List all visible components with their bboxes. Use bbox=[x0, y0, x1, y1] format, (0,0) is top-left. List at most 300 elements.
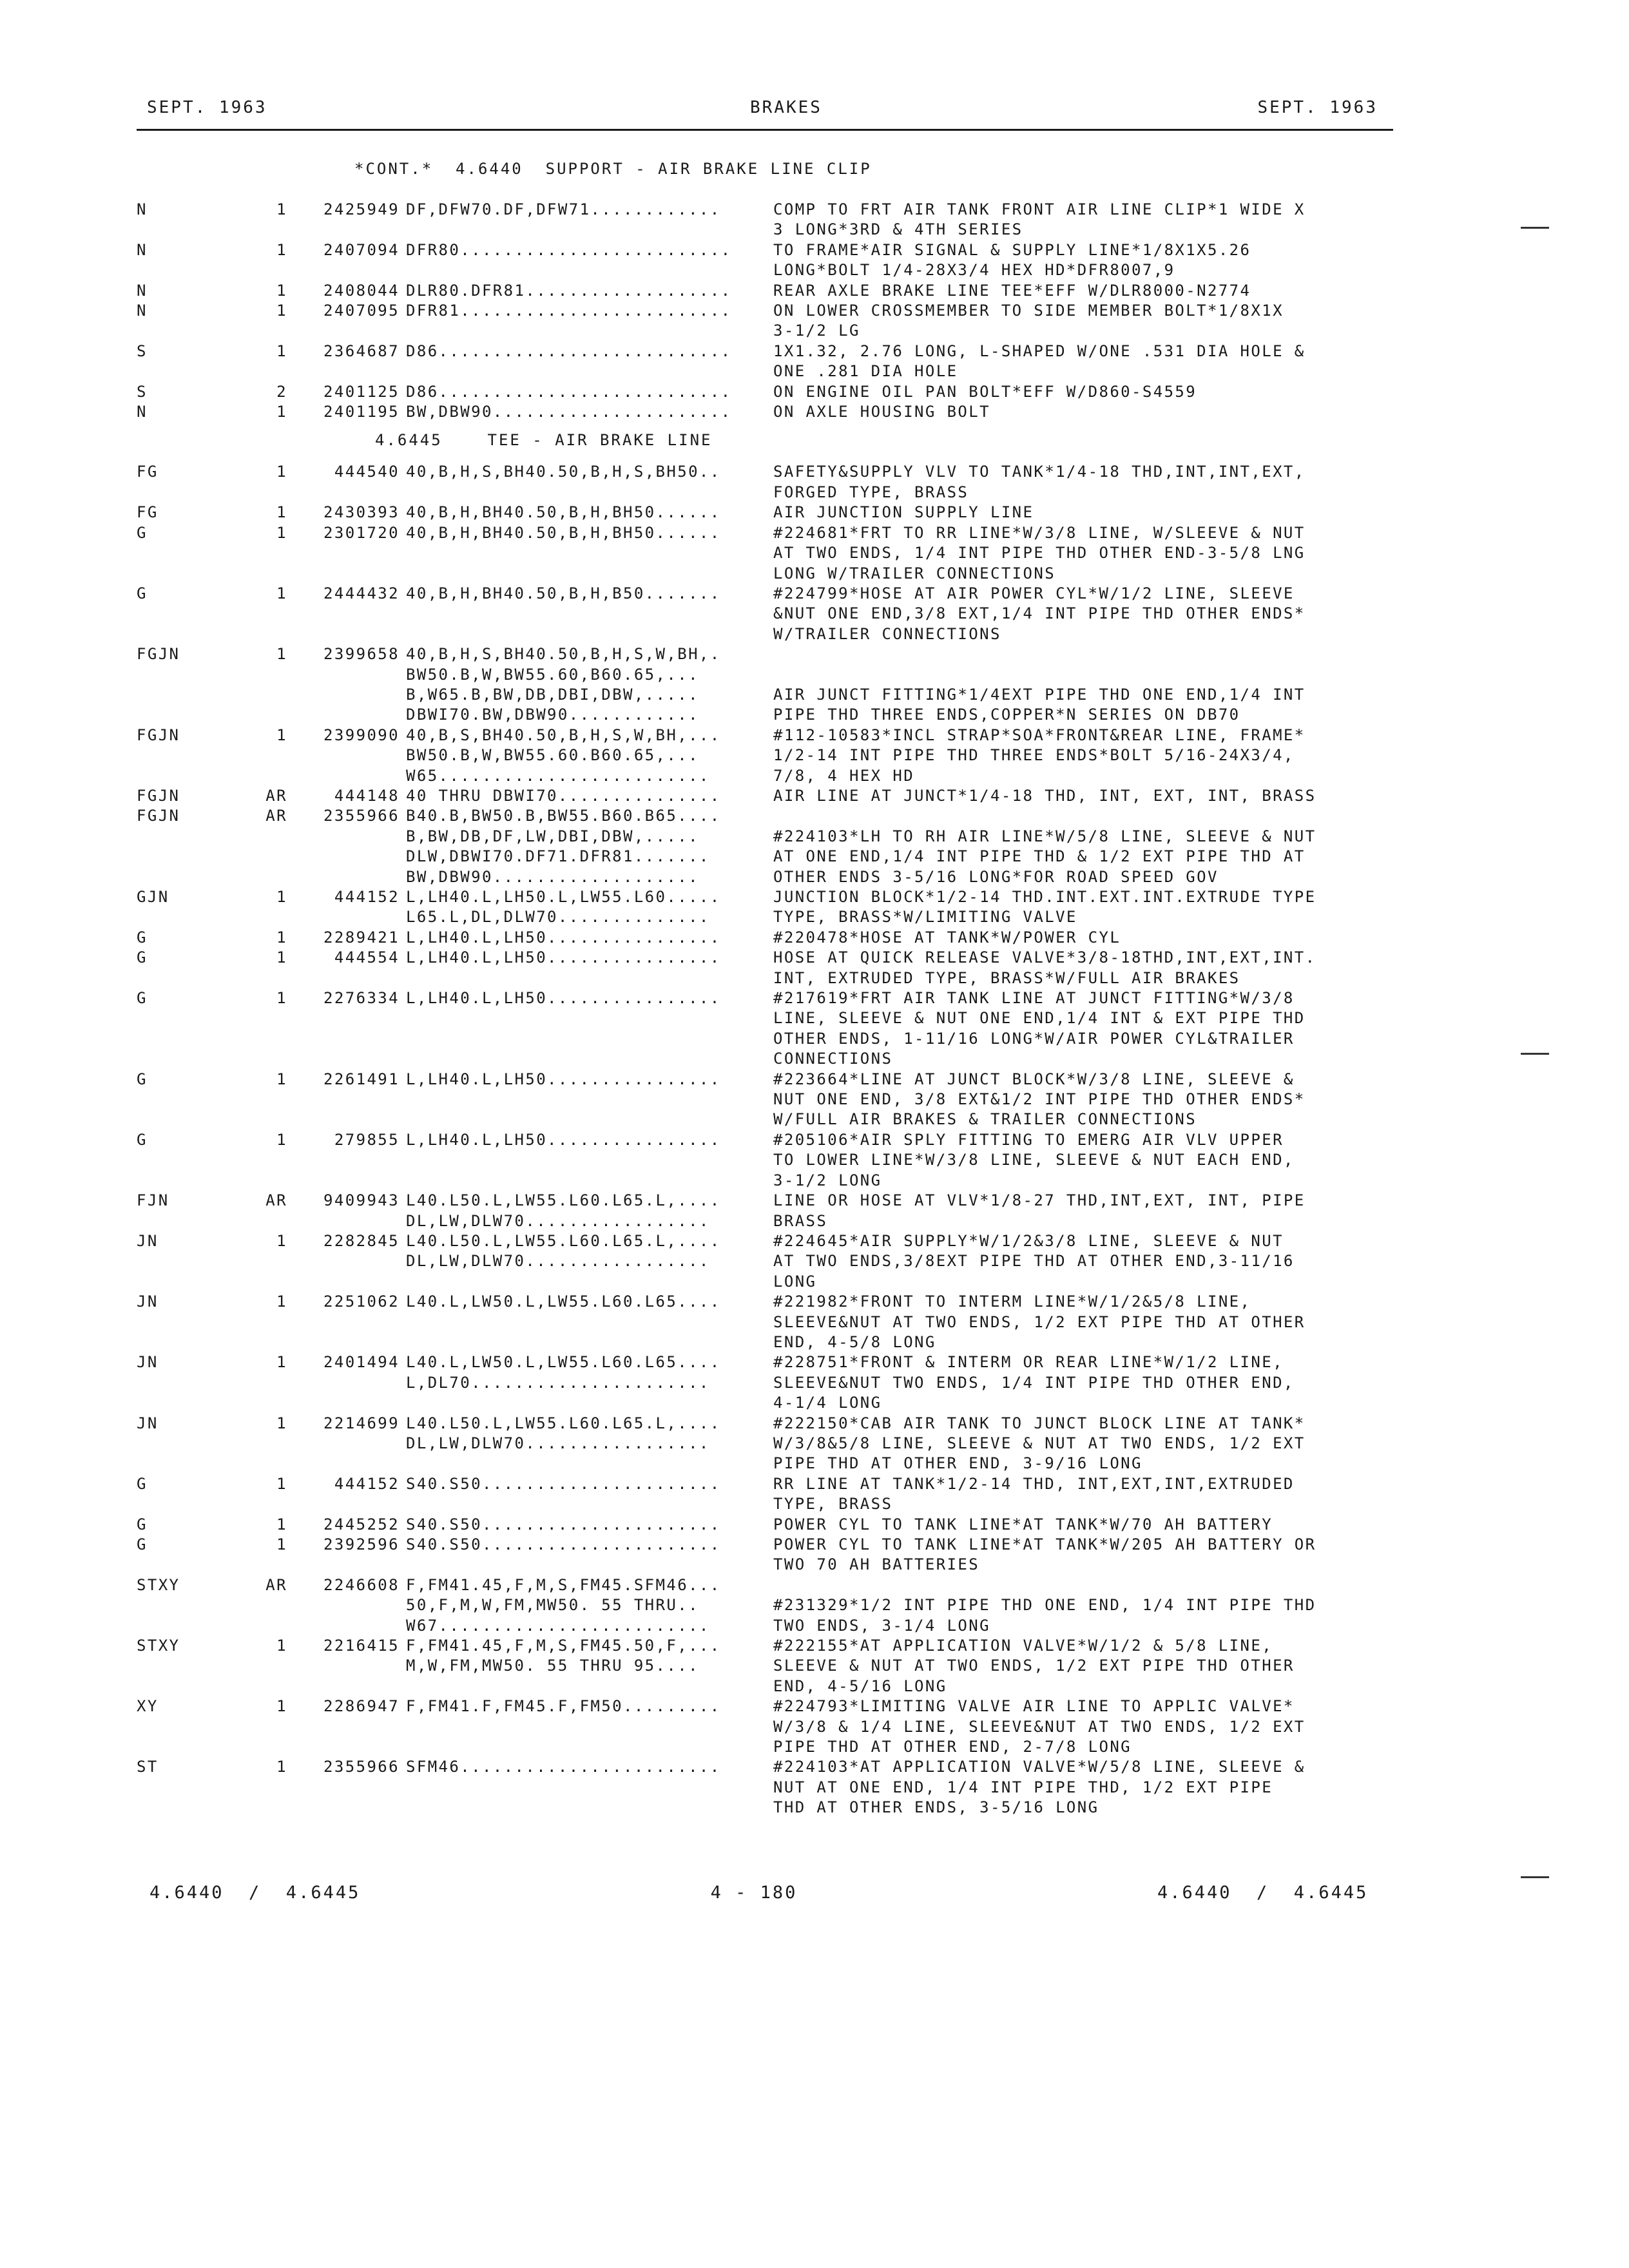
model-application bbox=[406, 260, 773, 280]
table-row bbox=[137, 1778, 1393, 1798]
parts-group-4-6445 bbox=[137, 462, 1393, 1818]
margin-mark bbox=[1521, 227, 1549, 229]
model-application: 40,B,H,BH40.50,B,H,B50....... bbox=[406, 584, 721, 602]
quantity bbox=[259, 1778, 294, 1798]
part-description: TYPE, BRASS bbox=[773, 1495, 893, 1514]
part-number bbox=[294, 827, 406, 847]
model-code bbox=[137, 1555, 259, 1575]
part-number: 2444432 bbox=[323, 584, 400, 602]
table-row bbox=[137, 1110, 1393, 1129]
model-application: DFR81......................... bbox=[406, 302, 732, 320]
model-application: B,BW,DB,DF,LW,DBI,DBW,..... bbox=[406, 827, 699, 845]
model-application bbox=[406, 1312, 773, 1332]
part-description: 1X1.32, 2.76 LONG, L-SHAPED W/ONE .531 DIA HOLE & bbox=[773, 341, 1306, 360]
quantity: 1 bbox=[276, 1637, 287, 1655]
model-application bbox=[406, 1393, 773, 1413]
part-number bbox=[294, 1798, 406, 1818]
footer-index-left: 4.6440 / 4.6445 bbox=[149, 1883, 361, 1903]
table-row bbox=[137, 887, 1393, 907]
table-row bbox=[137, 1352, 1393, 1372]
quantity bbox=[259, 1373, 294, 1393]
part-description: LINE OR HOSE AT VLV*1/8-27 THD,INT,EXT, INT, PIPE bbox=[773, 1191, 1306, 1210]
model-application bbox=[406, 1029, 773, 1049]
model-application: 40,B,H,S,BH40.50,B,H,S,W,BH,. bbox=[406, 645, 721, 664]
model-code bbox=[137, 604, 259, 624]
part-description: ON ENGINE OIL PAN BOLT*EFF W/D860-S4559 bbox=[773, 382, 1197, 401]
part-number bbox=[294, 745, 406, 765]
part-number: 2425949 bbox=[323, 200, 400, 218]
quantity: 1 bbox=[276, 281, 287, 300]
model-application bbox=[406, 1717, 773, 1737]
quantity bbox=[259, 1312, 294, 1332]
table-row bbox=[137, 1312, 1393, 1332]
part-number: 2445252 bbox=[323, 1515, 400, 1533]
part-number: 444148 bbox=[334, 786, 400, 805]
section-title-4-6445: 4.6445 TEE - AIR BRAKE LINE bbox=[375, 431, 713, 450]
part-number: 444540 bbox=[334, 463, 400, 481]
part-number: 2401125 bbox=[323, 382, 400, 401]
quantity: 1 bbox=[276, 1231, 287, 1250]
part-number bbox=[294, 705, 406, 725]
model-application bbox=[406, 624, 773, 644]
model-application: L,LH40.L,LH50.L,LW55.L60..... bbox=[406, 888, 721, 906]
quantity bbox=[259, 1494, 294, 1514]
quantity bbox=[259, 1555, 294, 1575]
model-code: FGJN bbox=[137, 807, 180, 825]
part-number bbox=[294, 1717, 406, 1737]
part-description: ON AXLE HOUSING BOLT bbox=[773, 403, 990, 421]
quantity bbox=[259, 1272, 294, 1292]
part-description: CONNECTIONS bbox=[773, 1050, 893, 1068]
part-description bbox=[773, 806, 1393, 826]
model-code bbox=[137, 361, 259, 381]
model-code: N bbox=[137, 403, 148, 421]
quantity: AR bbox=[265, 807, 287, 825]
table-row bbox=[137, 1272, 1393, 1292]
model-application: BW,DBW90...................... bbox=[406, 403, 732, 421]
part-number: 2286947 bbox=[323, 1697, 400, 1716]
model-application: B40.B,BW50.B,BW55.B60.B65.... bbox=[406, 807, 721, 825]
model-application bbox=[406, 1454, 773, 1474]
quantity: AR bbox=[265, 786, 287, 805]
part-number bbox=[294, 1737, 406, 1757]
table-row bbox=[137, 624, 1393, 644]
model-application bbox=[406, 220, 773, 240]
model-code: G bbox=[137, 1535, 148, 1553]
quantity: 1 bbox=[276, 463, 287, 481]
quantity bbox=[259, 968, 294, 988]
quantity bbox=[259, 685, 294, 705]
part-number bbox=[294, 1150, 406, 1170]
part-description: AIR LINE AT JUNCT*1/4-18 THD, INT, EXT, INT, BRASS bbox=[773, 786, 1316, 805]
part-number bbox=[294, 685, 406, 705]
footer-index-right: 4.6440 / 4.6445 bbox=[1157, 1883, 1369, 1903]
part-description: TWO ENDS, 3-1/4 LONG bbox=[773, 1616, 990, 1635]
quantity bbox=[259, 624, 294, 644]
quantity: 1 bbox=[276, 1070, 287, 1088]
part-description: TO FRAME*AIR SIGNAL & SUPPLY LINE*1/8X1X5.26 bbox=[773, 240, 1251, 259]
quantity bbox=[259, 847, 294, 867]
model-code bbox=[137, 1373, 259, 1393]
part-description: POWER CYL TO TANK LINE*AT TANK*W/70 AH BATTERY bbox=[773, 1515, 1273, 1533]
table-row bbox=[137, 1292, 1393, 1312]
table-row bbox=[137, 220, 1393, 240]
part-description: LINE, SLEEVE & NUT ONE END,1/4 INT & EXT PIPE THD bbox=[773, 1009, 1306, 1028]
quantity: 1 bbox=[276, 523, 287, 542]
quantity: 1 bbox=[276, 341, 287, 360]
model-application: S40.S50...................... bbox=[406, 1515, 721, 1533]
model-code: N bbox=[137, 281, 148, 300]
model-application: F,FM41.F,FM45.F,FM50......... bbox=[406, 1697, 721, 1716]
part-number bbox=[294, 1393, 406, 1413]
model-code bbox=[137, 1595, 259, 1615]
quantity bbox=[259, 705, 294, 725]
part-description: 3 LONG*3RD & 4TH SERIES bbox=[773, 220, 1023, 239]
part-description: FORGED TYPE, BRASS bbox=[773, 483, 969, 501]
table-row bbox=[137, 341, 1393, 361]
quantity: 1 bbox=[276, 1758, 287, 1776]
part-number: 2401195 bbox=[323, 403, 400, 421]
table-row bbox=[137, 1757, 1393, 1777]
model-code bbox=[137, 1150, 259, 1170]
part-description: OTHER ENDS 3-5/16 LONG*FOR ROAD SPEED GOV bbox=[773, 867, 1219, 886]
part-description: #222155*AT APPLICATION VALVE*W/1/2 & 5/8 LINE, bbox=[773, 1637, 1273, 1655]
quantity: AR bbox=[265, 1191, 287, 1210]
table-row bbox=[137, 1535, 1393, 1555]
table-row bbox=[137, 1090, 1393, 1110]
table-row bbox=[137, 1414, 1393, 1434]
model-code: STXY bbox=[137, 1637, 180, 1655]
part-number bbox=[294, 1555, 406, 1575]
quantity bbox=[259, 867, 294, 887]
part-number: 2276334 bbox=[323, 989, 400, 1008]
table-row bbox=[137, 1070, 1393, 1090]
quantity: 1 bbox=[276, 928, 287, 947]
model-code bbox=[137, 543, 259, 563]
model-code: FGJN bbox=[137, 645, 180, 664]
part-description: SLEEVE&NUT AT TWO ENDS, 1/2 EXT PIPE THD AT OTHER bbox=[773, 1312, 1306, 1331]
model-application bbox=[406, 1555, 773, 1575]
quantity bbox=[259, 1090, 294, 1110]
table-row bbox=[137, 745, 1393, 765]
model-code: STXY bbox=[137, 1575, 180, 1594]
table-row bbox=[137, 1373, 1393, 1393]
quantity: 1 bbox=[276, 1293, 287, 1311]
model-code bbox=[137, 665, 259, 685]
part-number bbox=[294, 220, 406, 240]
part-description: NUT ONE END, 3/8 EXT&1/2 INT PIPE THD OTHER ENDS* bbox=[773, 1090, 1306, 1109]
table-row bbox=[137, 382, 1393, 402]
part-description: ONE .281 DIA HOLE bbox=[773, 362, 958, 381]
quantity bbox=[259, 483, 294, 503]
model-application bbox=[406, 1171, 773, 1191]
model-code bbox=[137, 847, 259, 867]
part-number bbox=[294, 867, 406, 887]
quantity bbox=[259, 220, 294, 240]
table-row bbox=[137, 806, 1393, 826]
part-number: 444554 bbox=[334, 948, 400, 967]
model-application: DLR80.DFR81................... bbox=[406, 281, 732, 300]
model-code: JN bbox=[137, 1353, 159, 1372]
model-code bbox=[137, 1049, 259, 1069]
model-application: L40.L50.L,LW55.L60.L65.L,.... bbox=[406, 1231, 721, 1250]
part-description: LONG*BOLT 1/4-28X3/4 HEX HD*DFR8007,9 bbox=[773, 261, 1175, 280]
part-description: #224793*LIMITING VALVE AIR LINE TO APPLIC VALVE* bbox=[773, 1697, 1295, 1716]
part-number: 2282845 bbox=[323, 1231, 400, 1250]
quantity: 1 bbox=[276, 584, 287, 602]
part-description: ON LOWER CROSSMEMBER TO SIDE MEMBER BOLT*1/8X1X bbox=[773, 302, 1284, 320]
quantity bbox=[259, 665, 294, 685]
model-code bbox=[137, 1312, 259, 1332]
part-description: POWER CYL TO TANK LINE*AT TANK*W/205 AH BATTERY OR bbox=[773, 1535, 1316, 1553]
quantity: 1 bbox=[276, 888, 287, 906]
parts-group-4-6440 bbox=[137, 200, 1393, 422]
model-application: SFM46........................ bbox=[406, 1758, 721, 1776]
part-number: 2408044 bbox=[323, 281, 400, 300]
model-application: 40,B,H,BH40.50,B,H,BH50...... bbox=[406, 503, 721, 522]
model-code bbox=[137, 827, 259, 847]
part-description: 1/2-14 INT PIPE THD THREE ENDS*BOLT 5/16-24X3/4, bbox=[773, 746, 1295, 765]
model-application bbox=[406, 604, 773, 624]
part-number bbox=[294, 483, 406, 503]
model-application bbox=[406, 564, 773, 584]
model-application: L,DL70...................... bbox=[406, 1373, 710, 1392]
table-row bbox=[137, 988, 1393, 1008]
part-description: #220478*HOSE AT TANK*W/POWER CYL bbox=[773, 928, 1121, 947]
quantity: 1 bbox=[276, 1535, 287, 1553]
table-row bbox=[137, 1008, 1393, 1028]
model-code bbox=[137, 1332, 259, 1352]
model-application: L40.L50.L,LW55.L60.L65.L,.... bbox=[406, 1414, 721, 1432]
model-application: L,LH40.L,LH50................ bbox=[406, 928, 721, 947]
model-code bbox=[137, 1171, 259, 1191]
part-number bbox=[294, 1434, 406, 1454]
model-application: L,LH40.L,LH50................ bbox=[406, 948, 721, 967]
part-number bbox=[294, 1029, 406, 1049]
part-description: #224645*AIR SUPPLY*W/1/2&3/8 LINE, SLEEVE & NUT bbox=[773, 1231, 1284, 1250]
table-row bbox=[137, 1393, 1393, 1413]
part-number bbox=[294, 1373, 406, 1393]
part-number: 2407094 bbox=[323, 240, 400, 259]
model-code bbox=[137, 1778, 259, 1798]
model-code: G bbox=[137, 523, 148, 542]
part-description: 3-1/2 LONG bbox=[773, 1171, 882, 1189]
quantity bbox=[259, 1798, 294, 1818]
part-number: 2301720 bbox=[323, 523, 400, 542]
table-row bbox=[137, 1656, 1393, 1676]
part-description: AT TWO ENDS,3/8EXT PIPE THD AT OTHER END,3-11/16 bbox=[773, 1252, 1295, 1271]
model-code: S bbox=[137, 382, 148, 401]
part-description: 7/8, 4 HEX HD bbox=[773, 766, 915, 785]
part-description: LONG bbox=[773, 1272, 817, 1291]
table-row bbox=[137, 260, 1393, 280]
table-row bbox=[137, 240, 1393, 260]
part-number bbox=[294, 847, 406, 867]
table-row bbox=[137, 827, 1393, 847]
part-description: SAFETY&SUPPLY VLV TO TANK*1/4-18 THD,INT,INT,EXT, bbox=[773, 463, 1306, 481]
model-code: G bbox=[137, 989, 148, 1008]
quantity: 1 bbox=[276, 1697, 287, 1716]
table-row bbox=[137, 665, 1393, 685]
table-row bbox=[137, 301, 1393, 321]
model-application bbox=[406, 1798, 773, 1818]
quantity bbox=[259, 260, 294, 280]
part-number bbox=[294, 260, 406, 280]
table-row bbox=[137, 564, 1393, 584]
part-description: REAR AXLE BRAKE LINE TEE*EFF W/DLR8000-N2774 bbox=[773, 281, 1251, 300]
table-row bbox=[137, 1636, 1393, 1656]
table-row bbox=[137, 1515, 1393, 1535]
part-description: #224103*AT APPLICATION VALVE*W/5/8 LINE, SLEEVE & bbox=[773, 1758, 1306, 1776]
part-description: TYPE, BRASS*W/LIMITING VALVE bbox=[773, 908, 1077, 927]
part-description: JUNCTION BLOCK*1/2-14 THD.INT.EXT.INT.EXTRUDE TYPE bbox=[773, 888, 1316, 906]
quantity bbox=[259, 321, 294, 341]
model-code bbox=[137, 1494, 259, 1514]
model-application: M,W,FM,MW50. 55 THRU 95.... bbox=[406, 1657, 699, 1675]
part-description: W/3/8&5/8 LINE, SLEEVE & NUT AT TWO ENDS, 1/2 EXT bbox=[773, 1434, 1306, 1452]
part-number bbox=[294, 1110, 406, 1129]
part-number: 2355966 bbox=[323, 1758, 400, 1776]
model-application: BW,DBW90................... bbox=[406, 867, 699, 886]
quantity bbox=[259, 1029, 294, 1049]
table-row bbox=[137, 1191, 1393, 1211]
table-row bbox=[137, 705, 1393, 725]
quantity: 1 bbox=[276, 200, 287, 218]
quantity bbox=[259, 827, 294, 847]
model-application: L65.L,DL,DLW70.............. bbox=[406, 908, 710, 927]
part-description: #231329*1/2 INT PIPE THD ONE END, 1/4 INT PIPE THD bbox=[773, 1596, 1316, 1615]
part-description: &NUT ONE END,3/8 EXT,1/4 INT PIPE THD OTHER ENDS* bbox=[773, 604, 1306, 623]
margin-mark bbox=[1521, 1053, 1549, 1055]
quantity: 1 bbox=[276, 240, 287, 259]
model-application: W65......................... bbox=[406, 766, 710, 785]
table-row bbox=[137, 402, 1393, 422]
table-row bbox=[137, 361, 1393, 381]
table-row bbox=[137, 1555, 1393, 1575]
header-rule bbox=[137, 129, 1393, 131]
part-number bbox=[294, 1049, 406, 1069]
table-row bbox=[137, 462, 1393, 482]
model-code bbox=[137, 1251, 259, 1271]
model-code: JN bbox=[137, 1231, 159, 1250]
model-code bbox=[137, 1616, 259, 1636]
part-description: TWO 70 AH BATTERIES bbox=[773, 1555, 980, 1574]
part-number: 2430393 bbox=[323, 503, 400, 522]
model-application: L40.L50.L,LW55.L60.L65.L,.... bbox=[406, 1191, 721, 1210]
table-row bbox=[137, 1677, 1393, 1696]
model-application bbox=[406, 483, 773, 503]
header-section-title: BRAKES bbox=[750, 98, 822, 117]
model-application: S40.S50...................... bbox=[406, 1474, 721, 1493]
part-number: 2399658 bbox=[323, 645, 400, 664]
part-number bbox=[294, 1454, 406, 1474]
table-row bbox=[137, 523, 1393, 543]
quantity: 1 bbox=[276, 989, 287, 1008]
model-code: JN bbox=[137, 1414, 159, 1432]
part-description bbox=[773, 665, 1393, 685]
part-description: #112-10583*INCL STRAP*SOA*FRONT&REAR LINE, FRAME* bbox=[773, 726, 1306, 744]
model-code bbox=[137, 483, 259, 503]
model-application bbox=[406, 1008, 773, 1028]
quantity: 1 bbox=[276, 1414, 287, 1432]
table-row bbox=[137, 281, 1393, 301]
model-application: D86........................... bbox=[406, 341, 732, 360]
quantity: AR bbox=[265, 1575, 287, 1594]
model-application: L,LH40.L,LH50................ bbox=[406, 1070, 721, 1088]
table-row bbox=[137, 867, 1393, 887]
quantity bbox=[259, 564, 294, 584]
model-code: G bbox=[137, 584, 148, 602]
part-number bbox=[294, 1312, 406, 1332]
model-application: L,LH40.L,LH50................ bbox=[406, 989, 721, 1008]
table-row bbox=[137, 1595, 1393, 1615]
model-application: 40,B,H,S,BH40.50,B,H,S,BH50.. bbox=[406, 463, 721, 481]
part-description: PIPE THD THREE ENDS,COPPER*N SERIES ON DB70 bbox=[773, 706, 1240, 724]
model-code bbox=[137, 685, 259, 705]
model-application bbox=[406, 1110, 773, 1129]
part-description bbox=[773, 644, 1393, 664]
table-row bbox=[137, 1616, 1393, 1636]
model-application: DL,LW,DLW70................. bbox=[406, 1252, 710, 1271]
model-code bbox=[137, 1434, 259, 1454]
model-code bbox=[137, 321, 259, 341]
model-application bbox=[406, 968, 773, 988]
model-application: D86........................... bbox=[406, 382, 732, 401]
part-description: OTHER ENDS, 1-11/16 LONG*W/AIR POWER CYL&TRAILER bbox=[773, 1029, 1295, 1048]
model-application: F,FM41.45,F,M,S,FM45.SFM46... bbox=[406, 1575, 721, 1594]
model-code bbox=[137, 1029, 259, 1049]
quantity bbox=[259, 1656, 294, 1676]
quantity bbox=[259, 1393, 294, 1413]
part-number: 444152 bbox=[334, 1474, 400, 1493]
table-row bbox=[137, 1494, 1393, 1514]
model-code: JN bbox=[137, 1293, 159, 1311]
quantity: 1 bbox=[276, 403, 287, 421]
model-application bbox=[406, 1090, 773, 1110]
model-application bbox=[406, 1494, 773, 1514]
margin-mark bbox=[1521, 1876, 1549, 1878]
table-row bbox=[137, 1029, 1393, 1049]
model-application: BW50.B,W,BW55.60.B60.65,... bbox=[406, 746, 699, 765]
part-number bbox=[294, 321, 406, 341]
part-number: 2407095 bbox=[323, 302, 400, 320]
part-description: RR LINE AT TANK*1/2-14 THD, INT,EXT,INT,EXTRUDED bbox=[773, 1474, 1295, 1493]
quantity bbox=[259, 1434, 294, 1454]
part-number bbox=[294, 665, 406, 685]
part-number bbox=[294, 968, 406, 988]
model-application: 40,B,S,BH40.50,B,H,S,W,BH,... bbox=[406, 726, 721, 744]
quantity bbox=[259, 907, 294, 927]
table-row bbox=[137, 1434, 1393, 1454]
part-description: SLEEVE & NUT AT TWO ENDS, 1/2 EXT PIPE THD OTHER bbox=[773, 1657, 1295, 1675]
quantity bbox=[259, 1049, 294, 1069]
table-row bbox=[137, 1211, 1393, 1231]
part-number: 2261491 bbox=[323, 1070, 400, 1088]
model-code bbox=[137, 220, 259, 240]
part-number bbox=[294, 543, 406, 563]
model-code bbox=[137, 705, 259, 725]
table-row bbox=[137, 1798, 1393, 1818]
part-number bbox=[294, 1272, 406, 1292]
part-description: PIPE THD AT OTHER END, 2-7/8 LONG bbox=[773, 1738, 1132, 1756]
model-application: W67......................... bbox=[406, 1616, 710, 1635]
part-description: AT ONE END,1/4 INT PIPE THD & 1/2 EXT PIPE THD AT bbox=[773, 847, 1306, 866]
model-code: G bbox=[137, 1130, 148, 1149]
table-row bbox=[137, 1150, 1393, 1170]
part-number: 2364687 bbox=[323, 341, 400, 360]
quantity bbox=[259, 1737, 294, 1757]
part-number bbox=[294, 361, 406, 381]
